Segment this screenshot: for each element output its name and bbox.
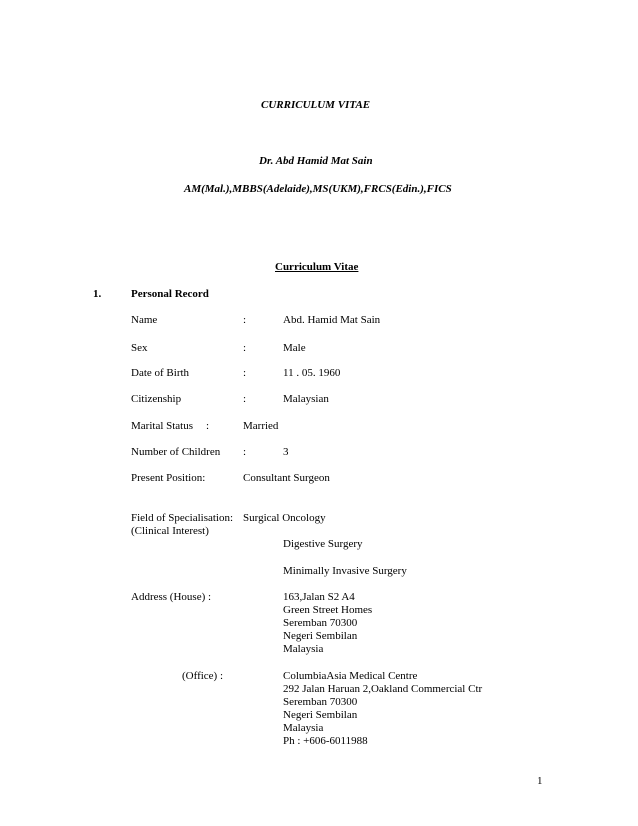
address-line: Seremban 70300 <box>283 617 358 629</box>
field-label: Name <box>131 314 158 326</box>
address-line: Negeri Sembilan <box>283 709 358 721</box>
specialisation-label: Field of Specialisation: <box>131 512 234 524</box>
specialisation-value: Surgical Oncology <box>243 512 326 524</box>
address-line: Malaysia <box>283 643 324 655</box>
clinical-interest-label: (Clinical Interest) <box>131 525 209 537</box>
field-label: Citizenship <box>131 393 182 405</box>
address-line: Malaysia <box>283 722 324 734</box>
page-number: 1 <box>537 775 543 787</box>
address-line: ColumbiaAsia Medical Centre <box>283 670 418 682</box>
field-value: Male <box>283 342 306 354</box>
field-label: Marital Status <box>131 420 194 432</box>
address-phone: Ph : +606-6011988 <box>283 735 368 747</box>
section-subtitle: Curriculum Vitae <box>275 261 359 273</box>
section-heading: Personal Record <box>131 288 209 300</box>
field-value: 11 . 05. 1960 <box>283 367 341 379</box>
author-name: Dr. Abd Hamid Mat Sain <box>259 155 373 167</box>
field-separator: : <box>243 314 247 326</box>
address-office-label: (Office) : <box>182 670 224 682</box>
field-value: Abd. Hamid Mat Sain <box>283 314 381 326</box>
field-value: 3 <box>283 446 289 458</box>
field-label: Sex <box>131 342 148 354</box>
field-label: Date of Birth <box>131 367 190 379</box>
address-line: 292 Jalan Haruan 2,Oakland Commercial Ctr <box>283 683 483 695</box>
address-line: Green Street Homes <box>283 604 373 616</box>
field-separator: : <box>243 342 247 354</box>
author-qualifications: AM(Mal.),MBBS(Adelaide),MS(UKM),FRCS(Edin.),FICS <box>184 183 452 195</box>
specialisation-value: Minimally Invasive Surgery <box>283 565 407 577</box>
section-number: 1. <box>93 288 102 300</box>
document-title: CURRICULUM VITAE <box>261 99 371 111</box>
field-separator: : <box>243 393 247 405</box>
address-line: 163,Jalan S2 A4 <box>283 591 355 603</box>
field-label: Present Position: <box>131 472 206 484</box>
address-line: Negeri Sembilan <box>283 630 358 642</box>
field-separator: : <box>243 446 247 458</box>
specialisation-value: Digestive Surgery <box>283 538 363 550</box>
field-value: Married <box>243 420 279 432</box>
field-value: Consultant Surgeon <box>243 472 330 484</box>
field-label: Number of Children <box>131 446 221 458</box>
address-line: Seremban 70300 <box>283 696 358 708</box>
field-separator: : <box>206 420 210 432</box>
address-house-label: Address (House) : <box>131 591 212 603</box>
field-value: Malaysian <box>283 393 329 405</box>
field-separator: : <box>243 367 247 379</box>
